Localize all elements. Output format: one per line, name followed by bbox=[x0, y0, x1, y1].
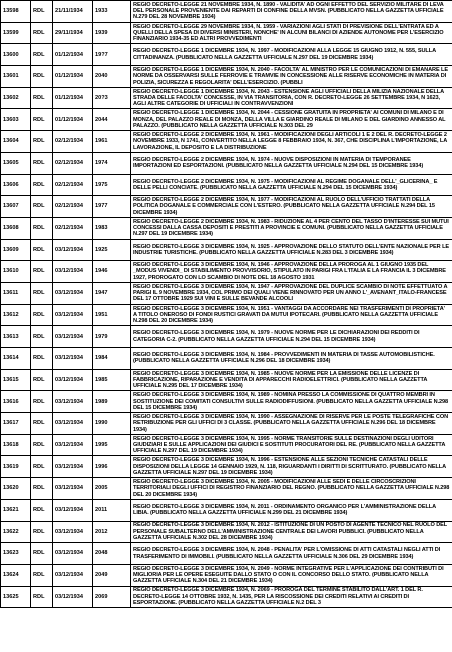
act-date: 02/12/1934 bbox=[53, 174, 93, 196]
act-date: 03/12/1934 bbox=[53, 369, 93, 391]
act-number: 2048 bbox=[93, 543, 131, 565]
act-number: 2005 bbox=[93, 478, 131, 500]
act-date: 01/12/1934 bbox=[53, 66, 93, 88]
record-number: 13602 bbox=[1, 87, 31, 109]
act-number: 1983 bbox=[93, 217, 131, 239]
act-type: RDL bbox=[31, 44, 53, 66]
act-description: REGIO DECRETO-LEGGE 3 DICEMBRE 1934, N. 1995 - NORME TRANSITORIE SULLE DESTINAZIONI DEGLI UDITORI GIUDIZIARI E SULLE APPLICAZIONI DEI GIUDICI E SOSTITUTI PROCURATORI DEL RE. (PUBBLICATO NELLA GAZZETTA UFFICIALE N.297 DEL 19 DICEMBRE 1934) bbox=[131, 434, 452, 456]
act-type: RDL bbox=[31, 196, 53, 218]
record-number: 13619 bbox=[1, 456, 31, 478]
act-description: REGIO DECRETO-LEGGE 3 DICEMBRE 1934, N. 1946 - APPROVAZIONE DELLA PROROGA AL 1 GIUGNO 1935 DEL _MODUS VIVENDI_ DI STABILIMENTO PROVVISORIO, STIPULATO IN PARIGI FRA L'ITALIA E LA FRANCIA IL 3 DICEMBRE 1927, PROROGATO CON LO SCAMBIO DI NOTE DEL 18 AGOSTO 1931 bbox=[131, 261, 452, 283]
table-row bbox=[1, 456, 452, 478]
act-type: RDL bbox=[31, 152, 53, 174]
table-row bbox=[1, 282, 452, 304]
record-number: 13617 bbox=[1, 413, 31, 435]
table-row bbox=[1, 564, 452, 586]
act-type: RDL bbox=[31, 174, 53, 196]
act-date: 03/12/1934 bbox=[53, 586, 93, 608]
act-date: 01/12/1934 bbox=[53, 87, 93, 109]
act-description: REGIO DECRETO-LEGGE 2 DICEMBRE 1934, N. 1975 - MODIFICAZIONI AL REGIME DOGANALE DELL'_GLICERINA_ E DELLE PELLI CONCIATE. (PUBBLICATO NELLA GAZZETTA UFFICIALE N.294 DEL 15 DICEMBRE 1934) bbox=[131, 174, 452, 196]
act-number: 1995 bbox=[93, 434, 131, 456]
record-number: 13611 bbox=[1, 282, 31, 304]
act-number: 1933 bbox=[93, 1, 131, 23]
act-description: REGIO DECRETO-LEGGE 3 DICEMBRE 1934, N. 1947 - APPROVAZIONE DEL DUPLICE SCAMBIO DI NOTE EFFETTUATO A PARIGI IL 9 NOVEMBRE 1934, COL PRIMO DEI QUALI VIENE RINNOVATO PER UN ANNO L'_AVENANT_ITALO-FRANCESE DEL 17 OTTOBRE 1929 SUI VINI E SULLE BEVANDE ALCOOLI bbox=[131, 282, 452, 304]
record-number: 13607 bbox=[1, 196, 31, 218]
act-number: 1946 bbox=[93, 261, 131, 283]
act-type: RDL bbox=[31, 369, 53, 391]
record-number: 13603 bbox=[1, 109, 31, 131]
act-number: 1979 bbox=[93, 326, 131, 348]
record-number: 13610 bbox=[1, 261, 31, 283]
table-row bbox=[1, 44, 452, 66]
act-description: REGIO DECRETO-LEGGE 3 DICEMBRE 1934, N. 2049 - NORME INTEGRATIVE PER L'APPLICAZIONE DEI CONTRIBUTI DI MIGLIORIA PER LE OPERE ESEGUITE DALLO STATO O CON IL CONCORSO DELLO STATO. (PUBBLICATO NELLA GAZZETTA UFFICIALE N.304 DEL 21 DICEMBRE 1934) bbox=[131, 564, 452, 586]
act-date: 03/12/1934 bbox=[53, 261, 93, 283]
act-date: 03/12/1934 bbox=[53, 499, 93, 521]
act-date: 03/12/1934 bbox=[53, 543, 93, 565]
act-description: REGIO DECRETO-LEGGE 21 NOVEMBRE 1934, N. 1890 - VALIDITA' AD OGNI EFFETTO DEL SERVIZIO MILITARE DI LEVA DEL PERSONALE PROVENIENTE DAI REPARTI DI CONFINE DELLA MVSN. (PUBBLICATO NELLA GAZZETTA UFFICIALE N.279 DEL 28 NOVEMBRE 1934) bbox=[131, 1, 452, 23]
act-number: 1974 bbox=[93, 152, 131, 174]
record-number: 13608 bbox=[1, 217, 31, 239]
act-number: 2012 bbox=[93, 521, 131, 543]
record-number: 13600 bbox=[1, 44, 31, 66]
act-description: REGIO DECRETO-LEGGE 1 DICEMBRE 1934, N. 2040 - FACOLTA' AL MINISTRO PER LE COMUNICAZIONI DI EMANARE LE NORME DA OSSERVARSI SULLE FERROVIE E TRAMVIE IN CONCESSIONE ALLE RISERVE ECONOMICHE IN MATERIA DI POLIZIA, SICUREZZA E REGOLARITA' DELL'ESERCIZIO. (PUBBLI bbox=[131, 66, 452, 88]
table-row bbox=[1, 586, 452, 608]
act-type: RDL bbox=[31, 87, 53, 109]
table-row bbox=[1, 174, 452, 196]
act-number: 1939 bbox=[93, 22, 131, 44]
act-number: 2011 bbox=[93, 499, 131, 521]
record-number: 13606 bbox=[1, 174, 31, 196]
act-description: REGIO DECRETO-LEGGE 3 DICEMBRE 1934, N. 1990 - ASSEGNAZIONE DI RISERVE PER LE POSTE TELEGRAFICHE CON RETRIBUZIONE PER GLI UFFICI DI 3 CLASSE. (PUBBLICATO NELLA GAZZETTA UFFICIALE N.296 DEL 18 DICEMBRE 1934) bbox=[131, 413, 452, 435]
act-type: RDL bbox=[31, 239, 53, 261]
act-number: 1984 bbox=[93, 348, 131, 370]
act-date: 21/11/1934 bbox=[53, 1, 93, 23]
act-number: 2049 bbox=[93, 564, 131, 586]
act-date: 03/12/1934 bbox=[53, 456, 93, 478]
act-description: REGIO DECRETO-LEGGE 3 DICEMBRE 1934, N. 1979 - NUOVE NORME PER LE DICHIARAZIONI DEI REDDITI DI CATEGORIA C-2. (PUBBLICATO NELLA GAZZETTA UFFICIALE N.294 DEL 15 DICEMBRE 1934) bbox=[131, 326, 452, 348]
act-description: REGIO DECRETO-LEGGE 3 DICEMBRE 1934, N. 2011 - ORDINAMENTO ORGANICO PER L'AMMINISTRAZIONE DELLA LIBIA. (PUBBLICATO NELLA GAZZETTA UFFICIALE N.299 DEL 21 DICEMBRE 1934) bbox=[131, 499, 452, 521]
record-number: 13599 bbox=[1, 22, 31, 44]
record-number: 13616 bbox=[1, 391, 31, 413]
record-number: 13618 bbox=[1, 434, 31, 456]
table-row bbox=[1, 478, 452, 500]
act-description: REGIO DECRETO-LEGGE 1 DICEMBRE 1934, N. 2044 - CESSIONE GRATUITA IN PROPRIETA' AI COMUNI DI MILANO E DI MONZA, DEL PALAZZO REALE DI MONZA, DELLA VILLA E GIARDINO REALE DI MILANO E DEL GIARDINO ANNESSO AL PALAZZO. (PUBBLICATO NELLA GAZZETTA UFFICIALE N.303 DEL 29 bbox=[131, 109, 452, 131]
table-row bbox=[1, 413, 452, 435]
act-type: RDL bbox=[31, 521, 53, 543]
record-number: 13601 bbox=[1, 66, 31, 88]
act-date: 03/12/1934 bbox=[53, 391, 93, 413]
act-date: 03/12/1934 bbox=[53, 304, 93, 326]
table-row bbox=[1, 326, 452, 348]
act-type: RDL bbox=[31, 391, 53, 413]
act-type: RDL bbox=[31, 282, 53, 304]
act-description: REGIO DECRETO-LEGGE 3 DICEMBRE 1934, N. 1985 - NUOVE NORME PER LA EMISSIONE DELLE LICENZE DI FABBRICAZIONE, RIPARAZIONE E VENDITA DI APPARECCHI RADIOELETTRICI. (PUBBLICATO NELLA GAZZETTA UFFICIALE N.295 DEL 17 DICEMBRE 1934) bbox=[131, 369, 452, 391]
act-type: RDL bbox=[31, 348, 53, 370]
table-row bbox=[1, 217, 452, 239]
act-description: REGIO DECRETO-LEGGE 1 DICEMBRE 1934, N. 2043 - ESTENSIONE AGLI UFFICIALI DELLA MILIZIA NAZIONALE DELLA STRADA DELLE FACOLTA' CONCESSE, IN VIA TRANSITORIA, CON R. DECRETO-LEGGE 26 SETTEMBRE 1934, N 1623, AGLI ALTRE CATEGORIE DI UFFICIALI IN CONTRAVVENZIONI bbox=[131, 87, 452, 109]
act-number: 20?3 bbox=[93, 87, 131, 109]
act-number: 1990 bbox=[93, 413, 131, 435]
record-number: 13621 bbox=[1, 499, 31, 521]
table-row bbox=[1, 87, 452, 109]
act-number: 19?7 bbox=[93, 44, 131, 66]
act-date: 02/12/1934 bbox=[53, 196, 93, 218]
act-type: RDL bbox=[31, 66, 53, 88]
act-type: RDL bbox=[31, 1, 53, 23]
act-type: RDL bbox=[31, 478, 53, 500]
record-number: 13605 bbox=[1, 152, 31, 174]
act-date: 02/12/1934 bbox=[53, 131, 93, 153]
record-number: 13598 bbox=[1, 1, 31, 23]
act-type: RDL bbox=[31, 22, 53, 44]
act-type: RDL bbox=[31, 326, 53, 348]
table-row bbox=[1, 499, 452, 521]
record-number: 13624 bbox=[1, 564, 31, 586]
act-date: 03/12/1934 bbox=[53, 282, 93, 304]
act-type: RDL bbox=[31, 131, 53, 153]
record-number: 13614 bbox=[1, 348, 31, 370]
act-date: 03/12/1934 bbox=[53, 564, 93, 586]
act-date: 03/12/1934 bbox=[53, 326, 93, 348]
act-description: REGIO DECRETO-LEGGE 3 DICEMBRE 1934, N. 2012 - ISTITUZIONE DI UN POSTO DI AGENTE TECNICO NEL RUOLO DEL PERSONALE SUBALTERNO DELL'AMMINISTRAZIONE CENTRALE DEI LAVORI PUBBLICI. (PUBBLICATO NELLA GAZZETTA UFFICIALE N.302 DEL 28 DICEMBRE 1934) bbox=[131, 521, 452, 543]
table-row bbox=[1, 239, 452, 261]
act-description: REGIO DECRETO-LEGGE 3 DICEMBRE 1934, N. 1989 - NOMINA PRESSO LA COMMISSIONE DI QUATTRO MEMBRI IN SOSTITUZIONE DEI COMITATI CONSULTIVI SULLE RADIODIFFUSIONI. (PUBBLICATO NELLA GAZZETTA UFFICIALE N.298 DEL 15 DICEMBRE 1934) bbox=[131, 391, 452, 413]
record-number: 13622 bbox=[1, 521, 31, 543]
act-description: REGIO DECRETO-LEGGE 2 DICEMBRE 1934, N. 1961 - MODIFICAZIONI DEGLI ARTICOLI 1 E 2 DEL R. DECRETO-LEGGE 2 NOVEMBRE 1933, N 1741, CONVERTITO NELLA LEGGE 8 FEBBRAIO 1934, N. 367, CHE DISCIPLINA L'IMPORTAZIONE, LA LAVORAZIONE, IL DEPOSITO E LA DISTRIBUZIONE bbox=[131, 131, 452, 153]
act-description: REGIO DECRETO-LEGGE 2 DICEMBRE 1934, N. 1977 - MODIFICAZIONI AL RUOLO DELL'UFFICIO TRATTATI DELLA POLITICA DOGANALE E COMMERCIALE CON L'ESTERO. (PUBBLICATO NELLA GAZZETTA UFFICIALE N.294 DEL 15 DICEMBRE 1934) bbox=[131, 196, 452, 218]
record-number: 13612 bbox=[1, 304, 31, 326]
act-description: REGIO DECRETO-LEGGE 3 DICEMBRE 1934, N. 1996 - ESTENSIONE ALLE SEZIONI TECNICHE CATASTALI DELLE DISPOSIZIONI DELLA LEGGE 14 GENNAIO 1929, N. 118, RIGUARDANTI I DIRITTI DI SCRITTURATO. (PUBBLICATO NELLA GAZZETTA UFFICIALE N.297 DEL 19 DICEMBRE 1934) bbox=[131, 456, 452, 478]
act-date: 03/12/1934 bbox=[53, 521, 93, 543]
table-row bbox=[1, 109, 452, 131]
record-number: 13620 bbox=[1, 478, 31, 500]
act-date: 03/12/1934 bbox=[53, 239, 93, 261]
act-date: 03/12/1934 bbox=[53, 434, 93, 456]
act-type: RDL bbox=[31, 499, 53, 521]
table-row bbox=[1, 131, 452, 153]
table-row bbox=[1, 261, 452, 283]
act-number: 1951 bbox=[93, 304, 131, 326]
act-type: RDL bbox=[31, 543, 53, 565]
act-description: REGIO DECRETO-LEGGE 3 DICEMBRE 1934, N. 1951 - VANTAGGI DA ACCORDARE NEI TRASFERIMENTI DI PROPRIETA' A TITOLO ONEROSO DI FONDI RUSTICI GRAVATI DA MUTUI IPOTECARI. (PUBBLICATO NELLA GAZZETTA UFFICIALE N.298 DEL 20 DICEMBRE 1934) bbox=[131, 304, 452, 326]
act-type: RDL bbox=[31, 456, 53, 478]
table-row bbox=[1, 304, 452, 326]
record-number: 13623 bbox=[1, 543, 31, 565]
act-date: 01/12/1934 bbox=[53, 44, 93, 66]
act-type: RDL bbox=[31, 586, 53, 608]
act-type: RDL bbox=[31, 217, 53, 239]
act-description: REGIO DECRETO-LEGGE 3 DICEMBRE 1934, N. 2069 - PROROGA DEL TERMINE STABILITO DALL'ART. 1 DEL R. DECRETO-LEGGE 14 OTTOBRE 1932, N. 1435, PER LA RISCOSSIONE DEI CREDITI RELATIVI AI CREDITI DI ESPORTAZIONE. (PUBBLICATO NELLA GAZZETTA UFFICIALE N.2 DEL 3 bbox=[131, 586, 452, 608]
act-description: REGIO DECRETO-LEGGE 3 DICEMBRE 1934, N. 2048 - PENALITA' PER L'OMISSIONE DI ATTI CATASTALI NEGLI ATTI DI TRASFERIMENTO DI IMMOBILI. (PUBBLICATO NELLA GAZZETTA UFFICIALE N.306 DEL 29 DICEMBRE 1934) bbox=[131, 543, 452, 565]
act-description: REGIO DECRETO-LEGGE 2 DICEMBRE 1934, N. 1983 - RIDUZIONE AL 4 PER CENTO DEL TASSO D'INTERESSE SUI MUTUI CONCESSI DALLA CASSA DEPOSITI E PRESTITI A PROVINCIE E COMUNI. (PUBBLICATO NELLA GAZZETTA UFFICIALE N.297 DEL 19 DICEMBRE 1934) bbox=[131, 217, 452, 239]
table-row bbox=[1, 391, 452, 413]
act-type: RDL bbox=[31, 434, 53, 456]
record-number: 13604 bbox=[1, 131, 31, 153]
act-number: 1989 bbox=[93, 391, 131, 413]
act-number: 1996 bbox=[93, 456, 131, 478]
act-type: RDL bbox=[31, 304, 53, 326]
table-row bbox=[1, 369, 452, 391]
act-number: 1975 bbox=[93, 174, 131, 196]
table-row bbox=[1, 348, 452, 370]
act-number: 1985 bbox=[93, 369, 131, 391]
act-description: REGIO DECRETO-LEGGE 3 DICEMBRE 1934, N. 2005 - MODIFICAZIONI ALLE SEDI E DELLE CIRCOSCRIZIONI TERRITORIALI DEGLI UFFICI DI REGISTRO FINANZIARIO DEL REGNO. (PUBBLICATO NELLA GAZZETTA UFFICIALE N.298 DEL 20 DICEMBRE 1934) bbox=[131, 478, 452, 500]
act-description: REGIO DECRETO-LEGGE 2 DICEMBRE 1934, N. 1974 - NUOVE DISPOSIZIONI IN MATERIA DI TEMPORANEE IMPORTAZIONI ED ESPORTAZIONI. (PUBBLICATO NELLA GAZZETTA UFFICIALE N.294 DEL 15 DICEMBRE 1934) bbox=[131, 152, 452, 174]
act-number: 2040 bbox=[93, 66, 131, 88]
record-number: 13613 bbox=[1, 326, 31, 348]
act-date: 03/12/1934 bbox=[53, 413, 93, 435]
act-number: 2044 bbox=[93, 109, 131, 131]
record-number: 13615 bbox=[1, 369, 31, 391]
act-number: 1961 bbox=[93, 131, 131, 153]
act-type: RDL bbox=[31, 261, 53, 283]
act-number: 1925 bbox=[93, 239, 131, 261]
act-type: RDL bbox=[31, 564, 53, 586]
act-date: 02/12/1934 bbox=[53, 217, 93, 239]
record-number: 13609 bbox=[1, 239, 31, 261]
table-row bbox=[1, 1, 452, 23]
act-date: 02/12/1934 bbox=[53, 152, 93, 174]
act-number: 1947 bbox=[93, 282, 131, 304]
record-number: 13625 bbox=[1, 586, 31, 608]
act-date: 03/12/1934 bbox=[53, 348, 93, 370]
act-type: RDL bbox=[31, 109, 53, 131]
table-row bbox=[1, 22, 452, 44]
table-row bbox=[1, 196, 452, 218]
act-date: 03/12/1934 bbox=[53, 478, 93, 500]
act-description: REGIO DECRETO-LEGGE 3 DICEMBRE 1934, N. 1984 - PROVVEDIMENTI IN MATERIA DI TASSE AUTOMOBILISTICHE. (PUBBLICATO NELLA GAZZETTA UFFICIALE N.296 DEL 18 DICEMBRE 1934) bbox=[131, 348, 452, 370]
table-row bbox=[1, 66, 452, 88]
table-row bbox=[1, 434, 452, 456]
act-date: 29/11/1934 bbox=[53, 22, 93, 44]
table-row bbox=[1, 152, 452, 174]
act-number: 1977 bbox=[93, 196, 131, 218]
act-type: RDL bbox=[31, 413, 53, 435]
act-description: REGIO DECRETO-LEGGE 3 DICEMBRE 1934, N. 1925 - APPROVAZIONE DELLO STATUTO DELL'ENTE NAZIONALE PER LE INDUSTRIE TURISTICHE. (PUBBLICATO NELLA GAZZETTA UFFICIALE N.283 DEL 3 DICEMBRE 1934) bbox=[131, 239, 452, 261]
act-number: 2069 bbox=[93, 586, 131, 608]
table-row bbox=[1, 521, 452, 543]
table-row bbox=[1, 543, 452, 565]
decree-table-body bbox=[1, 1, 452, 608]
act-description: REGIO DECRETO-LEGGE 29 NOVEMBRE 1934, N. 1959 - VARIAZIONI AGLI STATI DI PREVISIONE DELL'ENTRATA ED A QUELLI DELLA SPESA DI DIVERSI MINISTERI, NONCHE' IN ALCUNI BILANCI DI AZIENDE AUTONOME PER L'ESERCIZIO FINANZIARIO 1934-35 ED ALTRI PROVVEDIMENTI bbox=[131, 22, 452, 44]
act-date: 01/12/1934 bbox=[53, 109, 93, 131]
act-description: REGIO DECRETO-LEGGE 1 DICEMBRE 1934, N. 1997 - MODIFICAZIONI ALLA LEGGE 15 GIUGNO 1912, N. 555, SULLA CITTADINANZA. (PUBBLICATO NELLA GAZZETTA UFFICIALE N.297 DEL 19 DICEMBRE 1934) bbox=[131, 44, 452, 66]
